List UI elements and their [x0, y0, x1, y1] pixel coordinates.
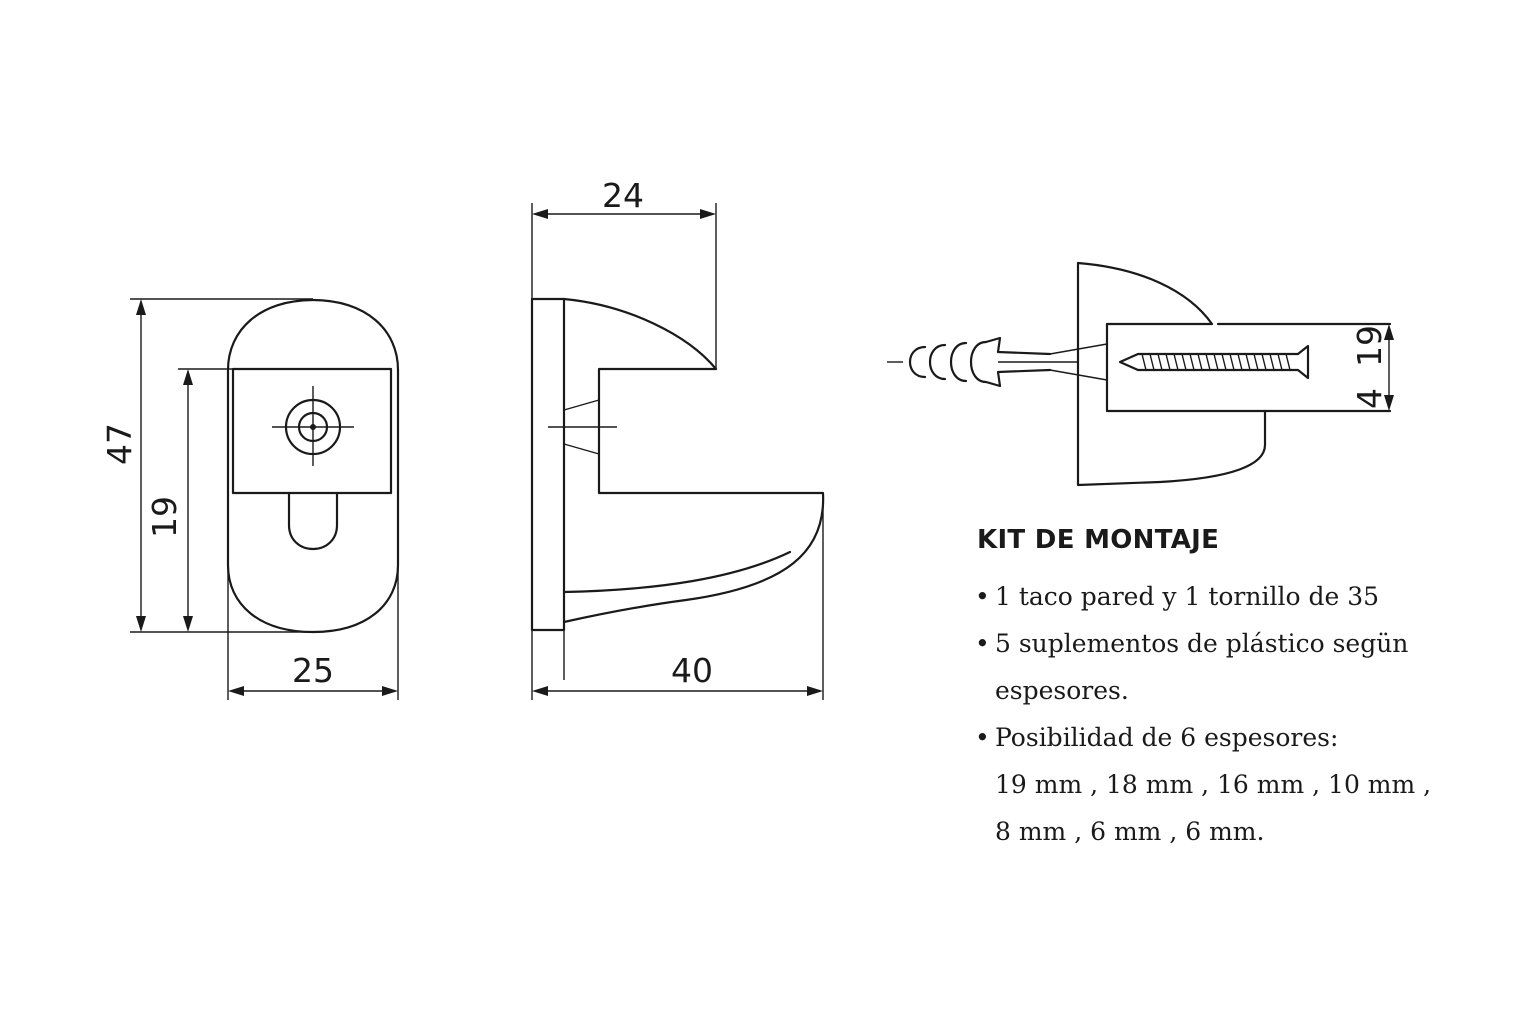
dim-24-arrow-left: [532, 209, 548, 219]
front-view: [100, 299, 398, 700]
dim-19-arrow-top: [183, 369, 193, 385]
kit-item-3-line-3: 8 mm , 6 mm , 6 mm.: [995, 817, 1265, 846]
kit-item-3: [975, 714, 1495, 855]
kit-item-2: [975, 620, 1495, 714]
dim-19-label: 19: [145, 496, 184, 538]
side-screw-line-2: [564, 444, 599, 454]
dim-47-arrow-bottom: [136, 616, 146, 632]
wall-plug-rib-3: [951, 343, 966, 381]
dim-24-arrow-right: [700, 209, 716, 219]
side-bracket-body: [564, 299, 823, 622]
kit-item-2-line-2: espesores.: [995, 676, 1129, 705]
screw-thread: [1142, 354, 1290, 370]
side-bracket-curve: [564, 552, 790, 592]
side-back-plate: [532, 299, 564, 630]
front-slot: [289, 493, 337, 549]
dim-47-label: 47: [100, 423, 139, 465]
dim-47-arrow-top: [136, 299, 146, 315]
dim-19-arrow-bottom: [183, 616, 193, 632]
wall-plug-rib-2: [930, 345, 945, 379]
dim-4-19-label: 4 19: [1350, 325, 1389, 409]
wall-plug-rib-1: [910, 347, 925, 377]
dim-25-arrow-left: [228, 686, 244, 696]
kit-title: KIT DE MONTAJE: [977, 525, 1220, 555]
kit-item-3-line-2: 19 mm , 18 mm , 16 mm , 10 mm ,: [995, 770, 1432, 799]
dim-40-arrow-left: [532, 686, 548, 696]
kit-item-1-text: 1 taco pared y 1 tornillo de 35: [995, 582, 1380, 611]
dim-24-label: 24: [602, 176, 644, 215]
kit-item-2-line-1: 5 suplementos de plástico segün: [995, 629, 1409, 658]
mounting-kit-notes: [975, 525, 1495, 855]
dim-40-arrow-right: [807, 686, 823, 696]
bullet-3: •: [975, 723, 990, 752]
bullet-1: •: [975, 582, 990, 611]
bullet-2: •: [975, 629, 990, 658]
kit-item-3-line-1: Posibilidad de 6 espesores:: [995, 723, 1339, 752]
front-plate: [233, 369, 391, 493]
side-screw-line-1: [564, 400, 599, 410]
kit-bracket-outline: [1078, 263, 1265, 485]
wall-plug: [887, 338, 1107, 386]
wall-plug-rib-4: [971, 342, 986, 382]
kit-item-1: [975, 573, 1495, 620]
dim-40-label: 40: [671, 651, 713, 690]
side-view: [532, 176, 823, 700]
kit-view: [887, 263, 1394, 485]
dim-25-arrow-right: [382, 686, 398, 696]
screw: [1120, 346, 1308, 378]
dim-25-label: 25: [292, 651, 334, 690]
